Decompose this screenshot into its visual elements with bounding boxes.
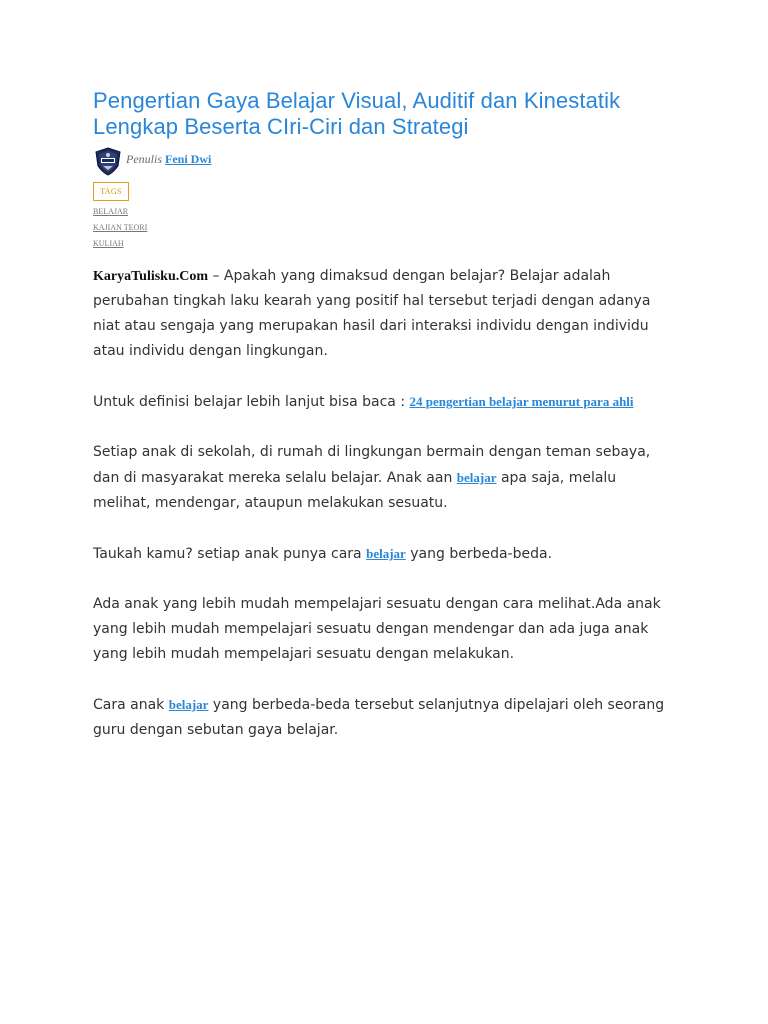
link-pengertian-belajar[interactable]: 24 pengertian belajar menurut para ahli <box>409 394 634 409</box>
tag-link-belajar[interactable]: BELAJAR <box>93 207 129 216</box>
tag-link-kuliah[interactable]: KULIAH <box>93 239 124 248</box>
tag-list <box>93 204 693 252</box>
author-byline <box>126 152 211 167</box>
tags-label: TAGS <box>93 182 129 201</box>
link-belajar[interactable]: belajar <box>456 470 497 485</box>
paragraph-2-text: Untuk definisi belajar lebih lanjut bisa baca : <box>93 394 410 410</box>
author-link[interactable]: Feni Dwi <box>165 152 212 166</box>
shield-logo-icon <box>93 146 123 176</box>
tag-link-kajian-teori[interactable]: KAJIAN TEORI <box>93 223 148 232</box>
article-title: Pengertian Gaya Belajar Visual, Auditif dan Kinestatik Lengkap Beserta CIri-Ciri dan Strategi <box>93 88 621 139</box>
site-brand: KaryaTulisku.Com <box>93 269 209 284</box>
author-prefix: Penulis <box>126 152 162 166</box>
article <box>93 88 693 768</box>
paragraph-3-text-before: Setiap anak di sekolah, di rumah di lingkungan bermain dengan teman sebaya, dan di masyarakat mereka selalu belajar. Anak aan <box>93 444 651 486</box>
author-row <box>93 146 693 176</box>
paragraph-4 <box>93 541 678 567</box>
paragraph-4-text-after: yang berbeda-beda. <box>405 546 553 562</box>
paragraph-2 <box>93 389 678 415</box>
paragraph-6-text-before: Cara anak <box>93 697 169 713</box>
link-belajar[interactable]: belajar <box>168 697 209 712</box>
article-body <box>93 264 678 743</box>
paragraph-3 <box>93 440 678 516</box>
paragraph-3-text-after: apa saja, melalu melihat, mendengar, ataupun melakukan sesuatu. <box>93 470 617 511</box>
paragraph-4-text-before: Taukah kamu? setiap anak punya cara <box>93 546 367 562</box>
paragraph-1 <box>93 264 678 364</box>
paragraph-6 <box>93 692 678 743</box>
link-belajar[interactable]: belajar <box>366 546 406 561</box>
paragraph-1-text: – Apakah yang dimaksud dengan belajar? Belajar adalah perubahan tingkah laku kearah yang positif hal tersebut terjadi dengan adanya niat atau sengaja yang merupakan hasil dari interaksi individu dengan individu atau individu dengan lingkungan. <box>93 268 651 359</box>
paragraph-5: Ada anak yang lebih mudah mempelajari sesuatu dengan cara melihat.Ada anak yang lebih mudah mempelajari sesuatu dengan mendengar dan ada juga anak yang lebih mudah mempelajari sesuatu dengan melakukan. <box>93 596 661 662</box>
paragraph-6-text-after: yang berbeda-beda tersebut selanjutnya dipelajari oleh seorang guru dengan sebutan gaya belajar. <box>93 697 665 738</box>
